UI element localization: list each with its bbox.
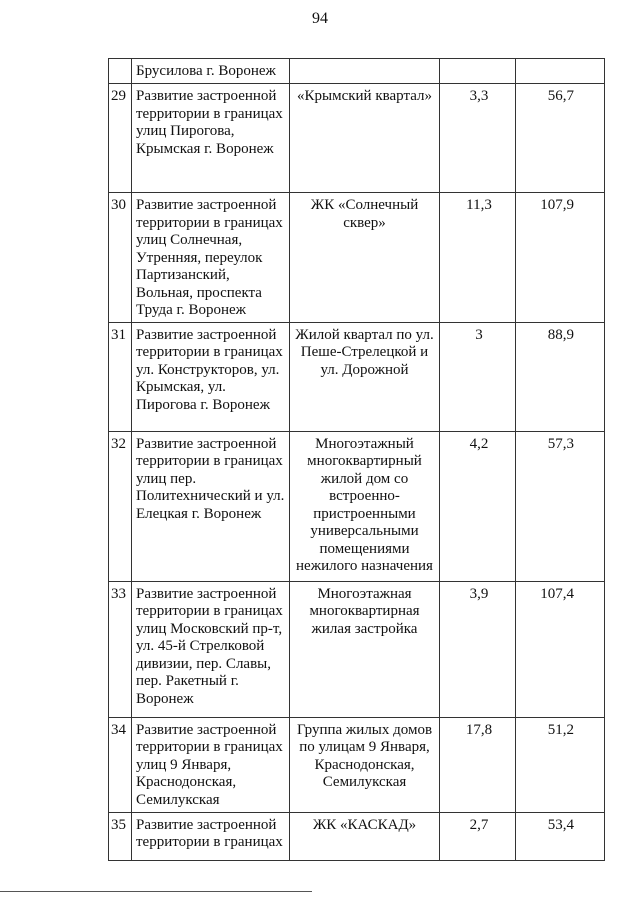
table-row — [109, 717, 605, 812]
cell-area: 17,8 — [440, 717, 516, 812]
footer-divider — [0, 891, 312, 892]
cell-project: Брусилова г. Воронеж — [132, 59, 290, 84]
cell-density: 51,2 — [516, 717, 605, 812]
cell-num: 33 — [109, 581, 132, 717]
cell-object: Многоэтажный многоквартирный жилой дом со встроенно-пристроенными универсальными помещениями нежилого назначения — [290, 431, 440, 581]
cell-num: 30 — [109, 193, 132, 323]
cell-area: 3 — [440, 322, 516, 431]
page-number: 94 — [312, 10, 328, 27]
cell-density: 56,7 — [516, 84, 605, 193]
cell-project: Развитие застроенной территории в границах ул. Конструкторов, ул. Крымская, ул. Пирогова г. Воронеж — [132, 322, 290, 431]
cell-num: 35 — [109, 812, 132, 860]
projects-table — [108, 58, 605, 861]
cell-object: Группа жилых домов по улицам 9 Января, Краснодонская, Семилукская — [290, 717, 440, 812]
cell-density: 107,4 — [516, 581, 605, 717]
table-row — [109, 431, 605, 581]
cell-density: 107,9 — [516, 193, 605, 323]
table-row — [109, 193, 605, 323]
cell-project: Развитие застроенной территории в границах — [132, 812, 290, 860]
cell-project: Развитие застроенной территории в границах улиц Пирогова, Крымская г. Воронеж — [132, 84, 290, 193]
cell-project: Развитие застроенной территории в границах улиц 9 Января, Краснодонская, Семилукская — [132, 717, 290, 812]
cell-object: «Крымский квартал» — [290, 84, 440, 193]
cell-area: 2,7 — [440, 812, 516, 860]
cell-object — [290, 59, 440, 84]
cell-object: Многоэтажная многоквартирная жилая застройка — [290, 581, 440, 717]
cell-area: 3,3 — [440, 84, 516, 193]
cell-density — [516, 59, 605, 84]
cell-num: 29 — [109, 84, 132, 193]
cell-density: 88,9 — [516, 322, 605, 431]
table-row — [109, 812, 605, 860]
cell-num — [109, 59, 132, 84]
cell-area: 11,3 — [440, 193, 516, 323]
table-body — [109, 59, 605, 861]
cell-density: 53,4 — [516, 812, 605, 860]
cell-density: 57,3 — [516, 431, 605, 581]
cell-area: 4,2 — [440, 431, 516, 581]
cell-num: 34 — [109, 717, 132, 812]
table-row — [109, 84, 605, 193]
cell-object: ЖК «Солнечный сквер» — [290, 193, 440, 323]
cell-area — [440, 59, 516, 84]
table-row — [109, 59, 605, 84]
cell-project: Развитие застроенной территории в границах улиц Московский пр-т, ул. 45-й Стрелковой дивизии, пер. Славы, пер. Ракетный г. Воронеж — [132, 581, 290, 717]
cell-project: Развитие застроенной территории в границах улиц пер. Политехнический и ул. Елецкая г. Воронеж — [132, 431, 290, 581]
cell-object: Жилой квартал по ул. Пеше-Стрелецкой и ул. Дорожной — [290, 322, 440, 431]
table-row — [109, 322, 605, 431]
cell-num: 31 — [109, 322, 132, 431]
cell-object: ЖК «КАСКАД» — [290, 812, 440, 860]
table-row — [109, 581, 605, 717]
cell-area: 3,9 — [440, 581, 516, 717]
cell-project: Развитие застроенной территории в границах улиц Солнечная, Утренняя, переулок Партизанский, Вольная, проспекта Труда г. Воронеж — [132, 193, 290, 323]
cell-num: 32 — [109, 431, 132, 581]
